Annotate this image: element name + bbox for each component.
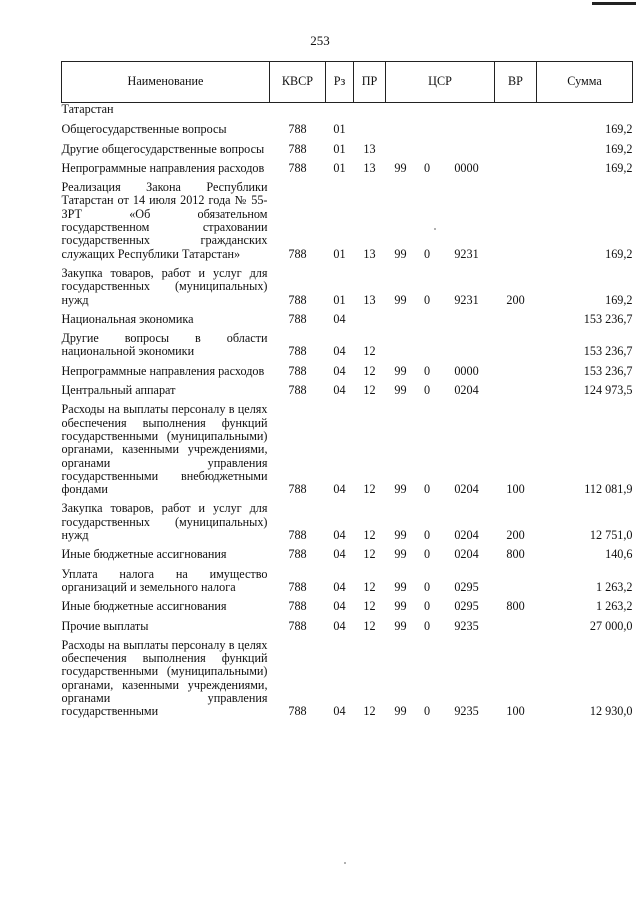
cell-sum: 153 236,7 [583,311,633,326]
page-number: 253 [310,33,330,48]
cell-kvsr: 788 [288,122,307,137]
cell-vr [495,103,537,124]
cell-vr [495,162,537,181]
header-vr: ВР [495,62,537,103]
cell-name: Расходы на выплаты персоналу в целях обеспечения выполнения функций государственными (муниципальными) органами, казенными учреждениями, органами управления государственными внебюджетными фондами [61,402,268,497]
table-row [62,143,633,162]
cell-pr: 12 [363,344,376,359]
table-row [62,548,633,567]
cell-rz: 04 [333,482,346,497]
cell-c2: 0 [423,618,431,633]
cell-c2 [416,103,439,124]
cell-name: Закупка товаров, работ и услуг для государственных (муниципальных) нужд [61,501,268,543]
cell-c2: 0 [423,547,431,562]
cell-vr: 200 [506,528,525,543]
cell-name: Национальная экономика [61,311,194,326]
cell-rz: 04 [333,311,346,326]
cell-vr [495,143,537,162]
cell-c1 [386,332,416,365]
cell-c1: 99 [394,599,407,614]
cell-rz: 04 [333,528,346,543]
cell-c3: 0295 [454,599,479,614]
cell-rz: 01 [333,292,346,307]
table-row [62,600,633,619]
cell-rz: 04 [333,599,346,614]
header-sum: Сумма [537,62,633,103]
cell-sum: 124 973,5 [583,383,633,398]
cell-pr: 12 [363,579,376,594]
cell-sum: 12 930,0 [589,704,633,719]
cell-c1: 99 [394,528,407,543]
cell-rz: 04 [333,363,346,378]
cell-rz: 01 [333,141,346,156]
cell-sum: 1 263,2 [595,599,633,614]
cell-kvsr: 788 [288,160,307,175]
table-row [62,365,633,384]
table-row [62,313,633,332]
cell-sum: 1 263,2 [595,579,633,594]
table-row [62,162,633,181]
cell-name: Другие общегосударственные вопросы [61,141,265,156]
cell-vr: 100 [506,704,525,719]
cell-name: Непрограммные направления расходов [61,363,265,378]
cell-rz: 01 [333,122,346,137]
cell-c3: 9231 [454,246,479,261]
cell-vr [495,384,537,403]
cell-c3: 0204 [454,528,479,543]
cell-vr [495,313,537,332]
cell-c2: 0 [423,383,431,398]
cell-vr [495,568,537,601]
cell-c2: 0 [423,160,431,175]
cell-vr [495,365,537,384]
cell-c2: 0 [423,482,431,497]
cell-rz: 04 [333,579,346,594]
cell-name: Центральный аппарат [61,383,176,398]
cell-sum: 140,6 [605,547,633,562]
cell-name: Другие вопросы в области национальной экономики [61,331,268,359]
cell-c2 [416,143,439,162]
cell-c3: 9235 [454,704,479,719]
cell-c1: 99 [394,160,407,175]
cell-c3 [439,103,495,124]
cell-c1: 99 [394,383,407,398]
cell-kvsr: 788 [288,141,307,156]
cell-pr: 12 [363,383,376,398]
cell-name: Иные бюджетные ассигнования [61,599,227,614]
cell-c3: 0204 [454,547,479,562]
table-header-row [62,62,633,103]
cell-c2 [416,313,439,332]
table-row [62,620,633,639]
cell-c2: 0 [423,579,431,594]
cell-vr [495,620,537,639]
cell-vr: 800 [506,547,525,562]
scan-corner-mark [592,2,636,5]
cell-kvsr: 788 [288,579,307,594]
cell-vr: 800 [506,599,525,614]
cell-kvsr [270,103,326,124]
cell-pr: 12 [363,482,376,497]
cell-sum: 27 000,0 [589,618,633,633]
cell-c3: 0204 [454,383,479,398]
cell-c3 [439,143,495,162]
cell-c3 [439,332,495,365]
budget-table [61,61,633,725]
cell-pr: 13 [363,246,376,261]
cell-c3: 0000 [454,363,479,378]
cell-c2: 0 [423,292,431,307]
cell-kvsr: 788 [288,482,307,497]
cell-pr: 12 [363,528,376,543]
cell-c2: 0 [423,246,431,261]
cell-pr: 13 [363,141,376,156]
cell-rz: 04 [333,383,346,398]
cell-kvsr: 788 [288,528,307,543]
cell-c2 [416,332,439,365]
cell-vr [495,181,537,267]
cell-rz [326,103,354,124]
cell-c1 [386,143,416,162]
table-row [62,267,633,313]
cell-rz: 04 [333,704,346,719]
cell-c3 [439,313,495,332]
cell-c1 [386,313,416,332]
cell-pr: 13 [363,292,376,307]
cell-sum: 169,2 [605,246,633,261]
cell-sum: 112 081,9 [584,482,633,497]
cell-rz: 04 [333,344,346,359]
cell-name: Закупка товаров, работ и услуг для государственных (муниципальных) нужд [61,265,268,307]
cell-kvsr: 788 [288,344,307,359]
cell-rz: 04 [333,547,346,562]
cell-c1: 99 [394,618,407,633]
cell-kvsr: 788 [288,292,307,307]
cell-rz: 01 [333,246,346,261]
cell-c1: 99 [394,704,407,719]
cell-rz: 01 [333,160,346,175]
cell-sum: 153 236,7 [583,363,633,378]
cell-pr: 12 [363,363,376,378]
cell-c3: 0204 [454,482,479,497]
cell-c1 [386,123,416,142]
table-row [62,123,633,142]
table-row [62,568,633,601]
cell-c3: 9235 [454,618,479,633]
cell-c3: 0295 [454,579,479,594]
cell-kvsr: 788 [288,363,307,378]
header-pr: ПР [354,62,386,103]
cell-c2: 0 [423,528,431,543]
cell-kvsr: 788 [288,618,307,633]
cell-kvsr: 788 [288,383,307,398]
table-row [62,103,633,124]
cell-pr: 12 [363,547,376,562]
cell-sum [537,103,633,124]
cell-kvsr: 788 [288,246,307,261]
table-row [62,403,633,502]
cell-kvsr: 788 [288,311,307,326]
cell-c1: 99 [394,292,407,307]
cell-name: Иные бюджетные ассигнования [61,547,227,562]
cell-pr: 12 [363,599,376,614]
cell-c1: 99 [394,482,407,497]
scan-speck [434,228,436,230]
cell-c2: 0 [423,363,431,378]
header-csr: ЦСР [386,62,495,103]
cell-vr [495,332,537,365]
cell-name: Татарстан [61,102,114,116]
header-rz: Рз [326,62,354,103]
cell-pr [354,313,386,332]
cell-sum: 169,2 [605,292,633,307]
cell-c3: 9231 [454,292,479,307]
cell-sum: 12 751,0 [589,528,633,543]
cell-sum: 169,2 [605,122,633,137]
scan-speck [344,862,346,864]
cell-c1: 99 [394,547,407,562]
cell-name: Расходы на выплаты персоналу в целях обеспечения выполнения функций государственными (муниципальными) органами, казенными учреждениями, органами управления государственными [61,637,268,719]
cell-kvsr: 788 [288,599,307,614]
table-row [62,181,633,267]
cell-vr [495,123,537,142]
cell-rz: 04 [333,618,346,633]
cell-name: Уплата налога на имущество организаций и земельного налога [61,566,268,594]
cell-name: Прочие выплаты [61,618,149,633]
cell-pr: 12 [363,704,376,719]
cell-kvsr: 788 [288,547,307,562]
table-row [62,502,633,548]
cell-c1: 99 [394,246,407,261]
cell-sum: 169,2 [605,141,633,156]
cell-sum: 153 236,7 [583,344,633,359]
cell-c2: 0 [423,704,431,719]
cell-c1: 99 [394,579,407,594]
cell-c3 [439,123,495,142]
cell-name: Реализация Закона Республики Татарстан от 14 июля 2012 года № 55-ЗРТ «Об обязательном государственном страховании государственных гражданских служащих Республики Татарстан» [61,180,268,261]
cell-pr: 13 [363,160,376,175]
cell-vr: 200 [506,292,525,307]
cell-sum: 169,2 [605,160,633,175]
table-row [62,639,633,725]
cell-name: Общегосударственные вопросы [61,122,227,137]
table-row [62,384,633,403]
cell-c1: 99 [394,363,407,378]
header-name: Наименование [62,62,270,103]
cell-c3: 0000 [454,160,479,175]
cell-c2 [416,123,439,142]
table-row [62,332,633,365]
cell-name: Непрограммные направления расходов [61,160,265,175]
cell-pr: 12 [363,618,376,633]
cell-pr [354,103,386,124]
cell-pr [354,123,386,142]
cell-c1 [386,103,416,124]
cell-kvsr: 788 [288,704,307,719]
header-kvsr: КВСР [270,62,326,103]
cell-c2: 0 [423,599,431,614]
cell-vr: 100 [506,482,525,497]
